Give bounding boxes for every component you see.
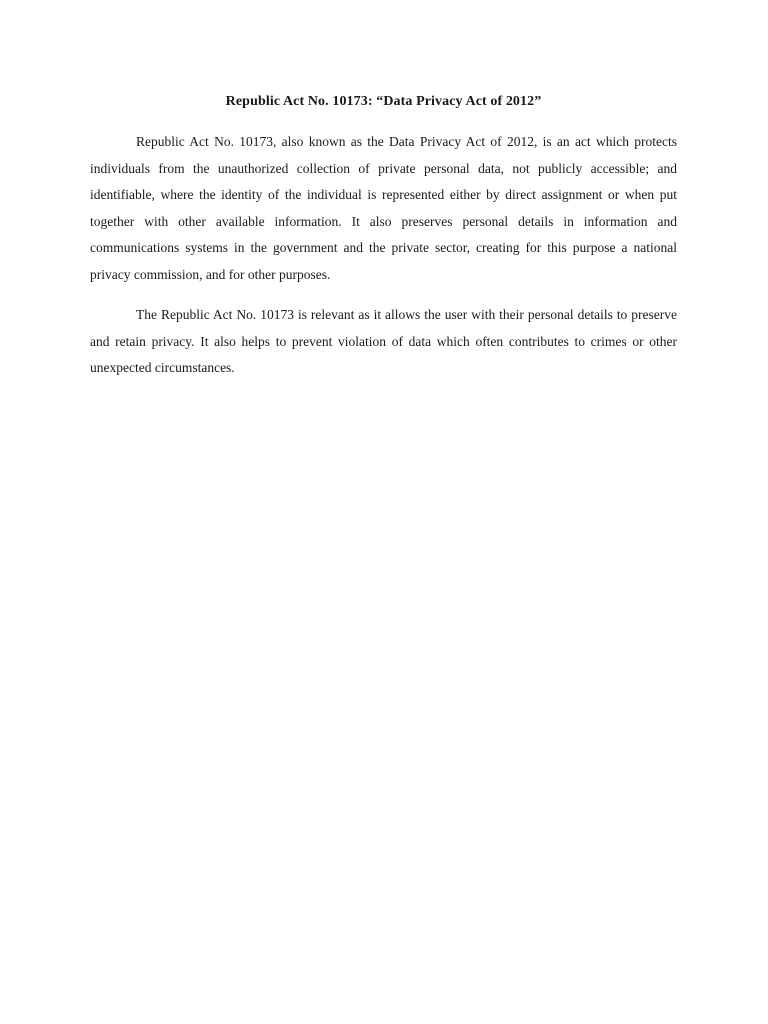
document-body [90,92,677,382]
document-title: Republic Act No. 10173: “Data Privacy Act of 2012” [225,94,542,109]
paragraph-relevance: The Republic Act No. 10173 is relevant as it allows the user with their personal details to preserve and retain privacy. It also helps to prevent violation of data which often contributes to crimes or other unexpected circumstances. [90,307,677,375]
paragraph-definition: Republic Act No. 10173, also known as the Data Privacy Act of 2012, is an act which protects individuals from the unauthorized collection of private personal data, not publicly accessible; and identifiable, where the identity of the individual is represented either by direct assignment or when put together with other available information. It also preserves personal details in information and communications systems in the government and the private sector, creating for this purpose a national privacy commission, and for other purposes. [90,134,677,282]
